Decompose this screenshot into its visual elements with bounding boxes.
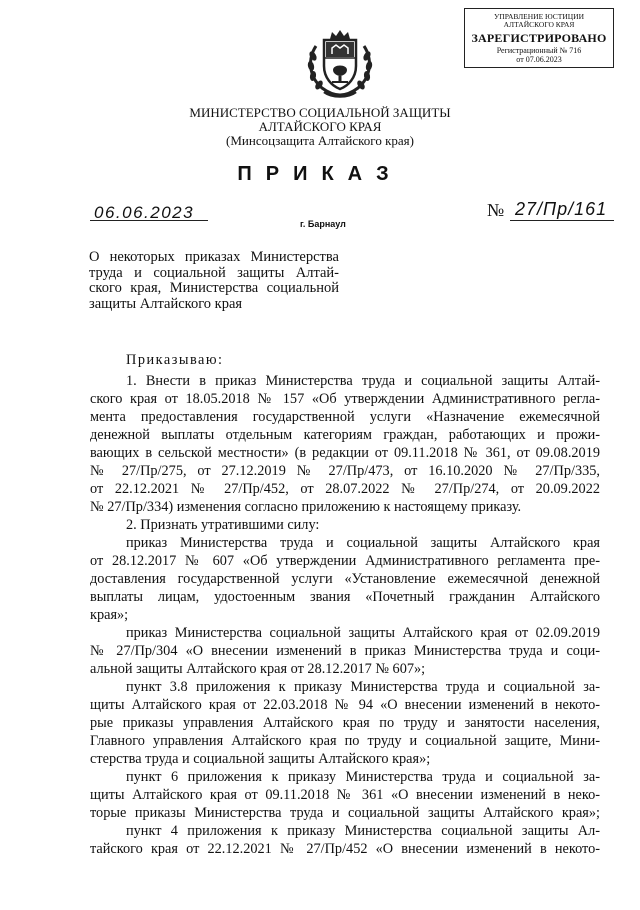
body-line: от 28.12.2017 № 607 «Об утверждении Административного регламента пре-: [90, 553, 600, 569]
subject-line: О некоторых приказах Министерства: [89, 249, 339, 265]
stamp-registered: ЗАРЕГИСТРИРОВАНО: [471, 31, 607, 45]
body-line: денежной выплаты отдельным категориям граждан, работающих и прожи-: [90, 427, 600, 443]
stamp-authority-line2: АЛТАЙСКОГО КРАЯ: [503, 20, 575, 29]
body-line: выплаты лицам, удостоенным звания «Почетный гражданин Алтайского: [90, 589, 600, 605]
body-line: рые приказы управления Алтайского края по труду и занятости населения,: [90, 715, 600, 731]
ministry-name: МИНИСТЕРСТВО СОЦИАЛЬНОЙ ЗАЩИТЫ: [189, 105, 451, 120]
subject-line: труда и социальной защиты Алтай-: [89, 264, 339, 281]
body-line: № 27/Пр/275, от 27.12.2019 № 27/Пр/473, от 16.10.2020 № 27/Пр/335,: [90, 463, 600, 479]
body-line: стерства труда и социальной защиты Алтайского края»;: [90, 751, 431, 767]
order-verb: Приказываю:: [126, 352, 224, 368]
city: г. Барнаул: [300, 219, 346, 229]
number-sign: №: [487, 200, 505, 220]
body-line: края»;: [90, 607, 129, 623]
body-line: тайского края от 22.12.2021 № 27/Пр/452 «О внесении изменений в некото-: [90, 841, 600, 857]
body-line: № 27/Пр/334) изменения согласно приложению к настоящему приказу.: [90, 499, 522, 515]
body-line: 2. Признать утратившими силу:: [126, 517, 320, 533]
ministry-short-name: (Минсоцзащита Алтайского края): [226, 133, 414, 148]
document-title: ПРИКАЗ: [237, 163, 403, 185]
body-line: пункт 4 приложения к приказу Министерства социальной защиты Ал-: [126, 823, 600, 839]
body-line: вающих в сельской местности» (в редакции от 09.11.2018 № 361, от 09.08.2019: [90, 445, 600, 461]
body-line: доставления государственной услуги «Установление ежемесячной денежной: [90, 571, 600, 587]
order-number: 27/Пр/161: [515, 199, 608, 219]
body-line: приказ Министерства труда и социальной защиты Алтайского края: [126, 535, 600, 551]
body-line: пункт 6 приложения к приказу Министерства труда и социальной за-: [126, 769, 600, 785]
order-body: [90, 0, 600, 910]
body-line: торые приказы Министерства труда и социальной защиты Алтайского края»;: [90, 805, 600, 821]
stamp-reg-number: Регистрационный № 716: [496, 46, 582, 55]
body-line: Главного управления Алтайского края по труду и социальной защите, Мини-: [90, 733, 600, 749]
body-line: пункт 3.8 приложения к приказу Министерства труда и социальной за-: [126, 679, 600, 695]
body-line: щиты Алтайского края от 09.11.2018 № 361 «О внесении изменений в неко-: [90, 787, 600, 803]
body-line: альной защиты Алтайского края от 28.12.2017 № 607»;: [90, 661, 426, 677]
body-line: от 22.12.2021 № 27/Пр/452, от 28.07.2022 № 27/Пр/274, от 20.09.2022: [90, 481, 600, 497]
stamp-reg-date: от 07.06.2023: [516, 55, 562, 64]
stamp-authority-line1: УПРАВЛЕНИЕ ЮСТИЦИИ: [494, 12, 584, 21]
body-line: мента предоставления государственной услуги «Назначение ежемесячной: [90, 409, 600, 425]
subject-line: ского края, Министерства социальной: [89, 280, 339, 296]
region-name: АЛТАЙСКОГО КРАЯ: [258, 119, 382, 134]
body-line: № 27/Пр/304 «О внесении изменений в приказ Министерства труда и соци-: [90, 643, 600, 659]
subject-line: защиты Алтайского края: [89, 295, 243, 312]
body-line: ского края от 18.05.2018 № 157 «Об утверждении Административного регла-: [90, 391, 600, 407]
body-line: 1. Внести в приказ Министерства труда и социальной защиты Алтай-: [126, 373, 600, 389]
body-line: приказ Министерства социальной защиты Алтайского края от 02.09.2019: [126, 625, 600, 641]
order-date: 06.06.2023: [94, 203, 195, 222]
body-line: щиты Алтайского края от 22.03.2018 № 94 «О внесении изменений в некото-: [90, 697, 600, 713]
